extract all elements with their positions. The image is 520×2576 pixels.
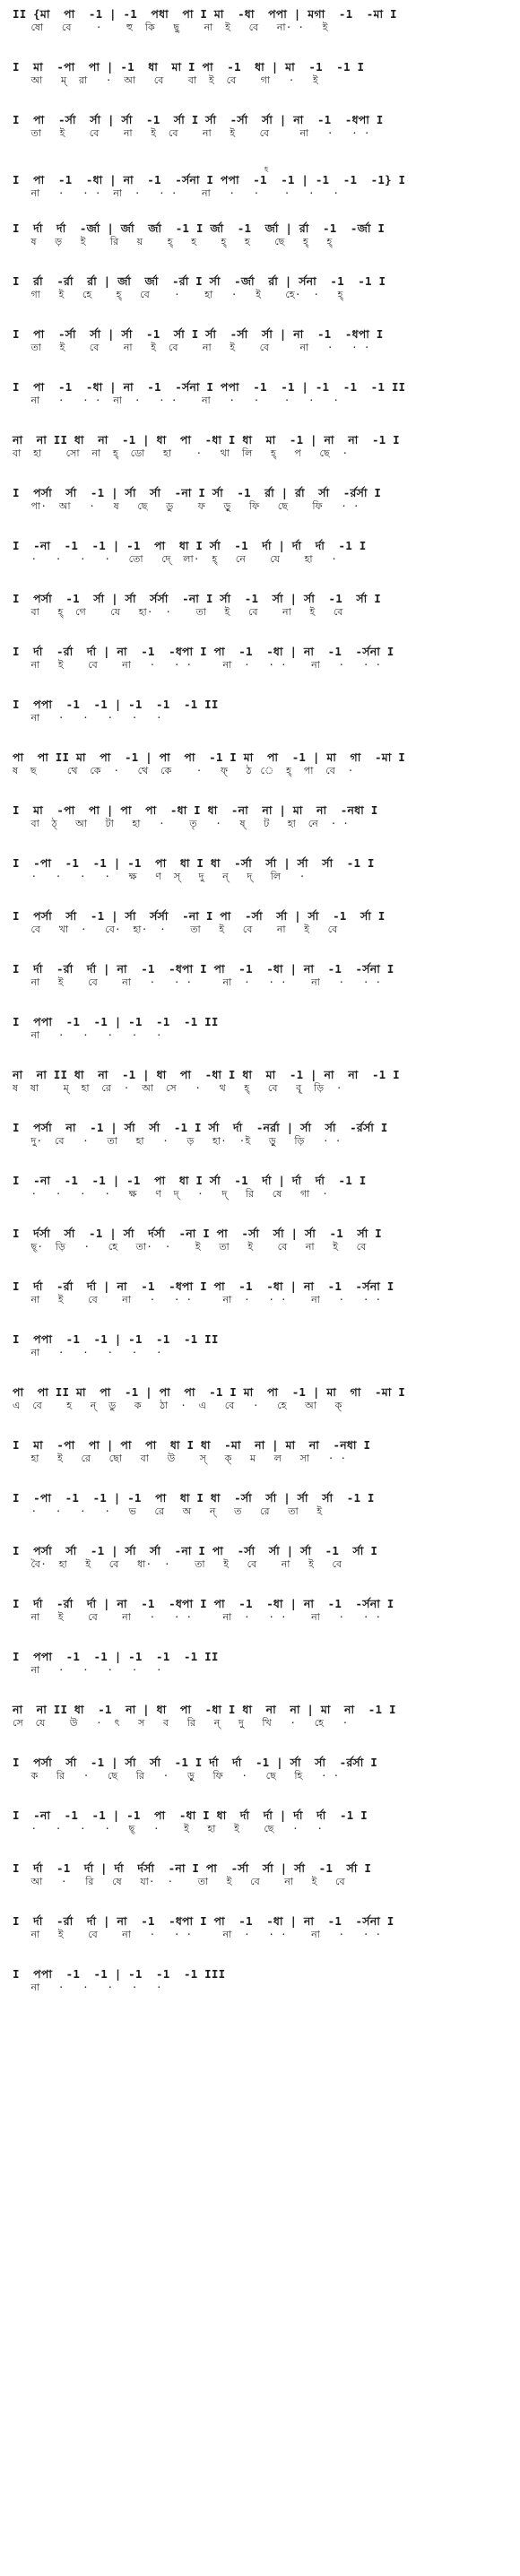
lyric-line: তা ই বে না ই বে না ই বে না · · ·	[13, 127, 370, 139]
swara-line: পা পা II মা পা -1 | পা পা -1 I মা পা -1 | মা গা -মা I	[13, 1385, 405, 1399]
lyric-line: না · · · · ·	[13, 1029, 162, 1041]
lyric-line: না · · · না · · · না · · · · ·	[13, 395, 340, 406]
swara-line: I র্দা -1 র্দা | র্দা র্দর্সা -না I পা -র্সা র্সা | র্সা -1 র্সা I	[13, 1861, 372, 1875]
notation-system	[13, 1385, 511, 1411]
notation-system	[13, 1808, 511, 1834]
swara-line: I পা -র্সা র্সা | র্সা -1 র্সা I র্সা -র্সা র্সা | না -1 -ধপা I	[13, 327, 384, 341]
notation-system	[13, 1174, 511, 1200]
notation-system	[13, 645, 511, 671]
lyric-line: ষো বে · হু কি ছু না ই বে না· · ই	[13, 22, 328, 33]
lyric-line: না · · · · ·	[13, 1347, 162, 1358]
notation-system	[13, 592, 511, 618]
swara-line: I মা -পা পা | -1 ধা মা I পা -1 ধা | মা -1 -1 I	[13, 60, 365, 74]
lyric-line: আ ম্ রা · আ বে বা ই বে গা · ই	[13, 74, 318, 86]
swara-line: I -পা -1 -1 | -1 পা ধা I ধা -র্সা র্সা | র্সা র্সা -1 I	[13, 856, 375, 870]
notation-system	[13, 1544, 511, 1570]
swara-line: I পা -1 -ধা | না -1 -র্সনা I পপা -1 -1 | -1 -1 -1} I	[13, 173, 406, 186]
swara-line: I পপা -1 -1 | -1 -1 -1 II	[13, 1650, 219, 1663]
notation-system	[13, 962, 511, 988]
lyric-line: না ই বে না · · · না · · · না · · ·	[13, 1611, 382, 1623]
swara-line: না না II ধা না -1 | ধা পা -ধা I ধা মা -1 | না না -1 I	[13, 433, 400, 447]
swara-line: I র্দা -র্রা র্দা | না -1 -ধপা I পা -1 -ধা | না -1 -র্সনা I	[13, 1914, 394, 1928]
swara-line: I মা -পা পা | পা পা ধা I ধা -মা না | মা না -নধা I	[13, 1438, 371, 1452]
lyric-line: ষ ষা ম্ হা রে · আ সে · থ হ্ বে বৃ্ ড়ি ·	[13, 1082, 342, 1094]
swara-line: I র্দা র্দা -র্জা | র্জা র্জা -1 I র্জা -1 র্জা | র্রা -1 -র্জা I	[13, 221, 386, 235]
lyric-line: বা হ্ গে যে হা· · তা ই বে না ই বে	[13, 606, 343, 618]
notation-mark: হ	[13, 165, 269, 173]
notation-systems	[13, 7, 511, 1993]
lyric-line: বে খা · বে· হা· · তা ই বে না ই বে	[13, 924, 338, 935]
swara-line: I -পা -1 -1 | -1 পা ধা I ধা -র্সা র্সা | র্সা র্সা -1 I	[13, 1491, 375, 1505]
notation-system	[13, 1756, 511, 1782]
notation-system	[13, 1438, 511, 1464]
lyric-line: ক রি · ছে রি · ড়ু ফি · ছে হি · ·	[13, 1770, 340, 1782]
lyric-line: না · · · · ·	[13, 712, 162, 724]
notation-system	[13, 380, 511, 406]
swara-line: I পপা -1 -1 | -1 -1 -1 II	[13, 1015, 219, 1028]
notation-system	[13, 1068, 511, 1094]
lyric-line: না ই বে না · · · না · · · না · · ·	[13, 659, 382, 671]
notation-system	[13, 1332, 511, 1358]
notation-system	[13, 327, 511, 353]
swara-line: I র্দর্সা র্সা -1 | র্সা র্দর্সা -না I পা -র্সা র্সা | র্সা -1 র্সা I	[13, 1227, 382, 1240]
notation-system	[13, 1121, 511, 1147]
notation-system	[13, 7, 511, 33]
notation-system	[13, 803, 511, 829]
lyric-line: সে যে উ · ৎ স ব রি ন্ দু খি · হে ·	[13, 1717, 349, 1729]
swara-line: I মা -পা পা | পা পা -ধা I ধা -না না | মা না -নধা I	[13, 803, 378, 817]
lyric-line: না · · · · ·	[13, 1982, 162, 1993]
swara-line: I পর্সা র্সা -1 | র্সা র্সর্সা -না I পা -র্সা র্সা | র্সা -1 র্সা I	[13, 909, 386, 923]
lyric-line: বৈ· হা ই বে ধা· · তা ই বে না ই বে	[13, 1558, 342, 1570]
swara-line: I পপা -1 -1 | -1 -1 -1 II	[13, 1332, 219, 1346]
swara-line: I -না -1 -1 | -1 পা -ধা I ধা র্দা র্দা | র্দা র্দা -1 I	[13, 1808, 368, 1822]
lyric-line: না · · · · ·	[13, 1664, 162, 1676]
swara-line: I পর্সা র্সা -1 | র্সা র্সা -না I পা -র্সা র্সা | র্সা -1 র্সা I	[13, 1544, 378, 1557]
lyric-line: এ বে হ ন্ ডু ক ঠা · এ বে · হে আ ক্	[13, 1400, 342, 1411]
notation-system	[13, 1227, 511, 1253]
lyric-line: না ই বে না · · · না · · · না · · ·	[13, 976, 382, 988]
notation-system	[13, 1279, 511, 1305]
swara-line: I পর্সা র্সা -1 | র্সা র্সা -না I র্সা -1 র্রা | র্রা র্সা -র্রর্সা I	[13, 486, 382, 499]
notation-system	[13, 1861, 511, 1887]
lyric-line: না ই বে না · · · না · · · না · · ·	[13, 1294, 382, 1305]
lyric-line: তা ই বে না ই বে না ই বে না · · ·	[13, 342, 370, 353]
lyric-line: · · · · তো দে্ লা· হ্ নে যে হা ·	[13, 553, 338, 565]
swara-line: II {মা পা -1 | -1 পধা পা I মা -ধা পপা | মগা -1 -মা I	[13, 7, 397, 21]
swara-line: I -না -1 -1 | -1 পা ধা I র্সা -1 র্দা | র্দা র্দা -1 I	[13, 539, 367, 552]
notation-system	[13, 113, 511, 139]
lyric-line: ষ ড় ই রি য় হ্ হ হ্ হ ছে হ্ হ্	[13, 236, 333, 247]
notation-system	[13, 486, 511, 512]
swara-line: I পর্সা র্সা -1 | র্সা র্সা -1 I র্দা র্দা -1 | র্সা র্সা -র্রর্সা I	[13, 1756, 377, 1769]
lyric-line: না · · · না · · · না · · · · ·	[13, 187, 340, 199]
swara-line: I পপা -1 -1 | -1 -1 -1 II	[13, 698, 219, 711]
notation-system	[13, 221, 511, 247]
lyric-line: · · · · ছ্ · ই হা ই ছে · ·	[13, 1823, 324, 1834]
lyric-line: আ · রি ষে যা· · তা ই বে না ই বে	[13, 1876, 345, 1887]
swara-line: I র্দা -র্রা র্দা | না -1 -ধপা I পা -1 -ধা | না -1 -র্সনা I	[13, 645, 394, 658]
swara-line: না না II ধা না -1 | ধা পা -ধা I ধা মা -1 | না না -1 I	[13, 1068, 400, 1081]
lyric-line: গা ই হে হ্ বে · হা · ই হে· · হ্	[13, 289, 343, 300]
notation-system	[13, 856, 511, 882]
swara-line: I র্দা -র্রা র্দা | না -1 -ধপা I পা -1 -ধা | না -1 -র্সনা I	[13, 1597, 394, 1610]
lyric-line: বা হা সো না হ্ ডো হা · থা লি হ্ প ছে ·	[13, 447, 349, 459]
lyric-line: · · · · ক্ষ ণ দ্ · দ্ রি ষে গা ·	[13, 1188, 329, 1200]
lyric-line: পা· আ · ষ ছে ডু ফ ড়ু ফি ছে ফি · ·	[13, 500, 360, 512]
lyric-line: · · · · ভ রে অ ন্ ত রে তা ই	[13, 1505, 323, 1517]
notation-system	[13, 909, 511, 935]
notation-system	[13, 1491, 511, 1517]
notation-system	[13, 750, 511, 776]
notation-system	[13, 1703, 511, 1729]
lyric-line: ছ্· ড়ি · হে তা· · ই তা ই বে না ই বে	[13, 1241, 367, 1253]
swara-line: I পর্সা না -1 | র্সা র্সা -1 I র্সা র্দা -নর্রা | র্সা র্সা -র্রর্সা I	[13, 1121, 388, 1134]
swara-line: I -না -1 -1 | -1 পা ধা I র্সা -1 র্দা | র্দা র্দা -1 I	[13, 1174, 367, 1187]
notation-system	[13, 166, 511, 199]
notation-system	[13, 539, 511, 565]
notation-system	[13, 433, 511, 459]
swara-line: I পা -র্সা র্সা | র্সা -1 র্সা I র্সা -র্সা র্সা | না -1 -ধপা I	[13, 113, 384, 126]
swara-line: I র্দা -র্রা র্দা | না -1 -ধপা I পা -1 -ধা | না -1 -র্সনা I	[13, 1279, 394, 1293]
notation-system	[13, 1914, 511, 1940]
swara-line: I পর্সা -1 র্সা | র্সা র্সর্সা -না I র্সা -1 র্সা | র্সা -1 র্সা I	[13, 592, 381, 605]
lyric-line: বা ঠ্ আ টা হা · তৃ · ষ্ ট হা নে · ·	[13, 818, 350, 829]
lyric-line: না ই বে না · · · না · · · না · · ·	[13, 1929, 382, 1940]
swara-line: I পা -1 -ধা | না -1 -র্সনা I পপা -1 -1 | -1 -1 -1 II	[13, 380, 406, 394]
swara-line: I র্দা -র্রা র্দা | না -1 -ধপা I পা -1 -ধা | না -1 -র্সনা I	[13, 962, 394, 976]
swara-line: না না II ধা -1 না | ধা পা -ধা I ধা না না | মা না -1 I	[13, 1703, 396, 1716]
swara-line: পা পা II মা পা -1 | পা পা -1 I মা পা -1 | মা গা -মা I	[13, 750, 405, 764]
notation-system	[13, 1015, 511, 1041]
lyric-line: · · · · ক্ষ ণ স্ দু ন্ দ্ লি ·	[13, 871, 306, 882]
notation-system	[13, 698, 511, 724]
lyric-line: ষ ছ থে কে · থে কে · ফ্ ঠ ে হ্ পা বে ·	[13, 765, 354, 776]
lyric-line: হা ই রে ছো বা উ স্ ক্ ম ল সা · ·	[13, 1453, 347, 1464]
swara-line: I পপা -1 -1 | -1 -1 -1 III	[13, 1967, 226, 1981]
swara-line: I র্রা -র্রা র্রা | র্জা র্জা -র্রা I র্সা -র্জা র্রা | র্সনা -1 -1 I	[13, 274, 386, 288]
notation-system	[13, 274, 511, 300]
notation-system	[13, 1597, 511, 1623]
notation-system	[13, 1967, 511, 1993]
notation-system	[13, 1650, 511, 1676]
notation-system	[13, 60, 511, 86]
lyric-line: দু· বে · তা হা · ড় হা· ·ই ড়ু ড়ি · ·	[13, 1135, 342, 1147]
